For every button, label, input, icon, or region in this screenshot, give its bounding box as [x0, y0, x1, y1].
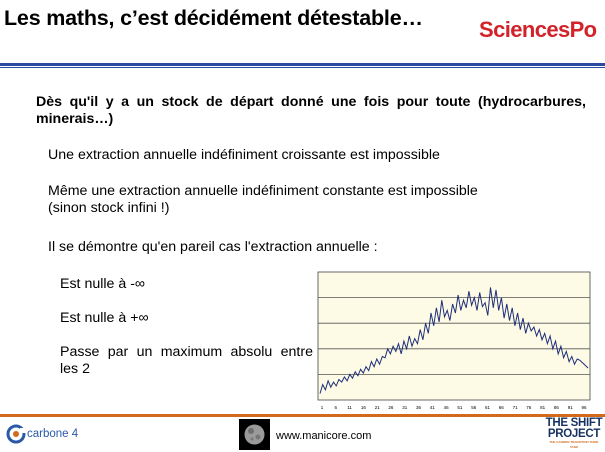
bullet-demonstration: Il se démontre qu'en pareil cas l'extraction annuelle : — [48, 239, 378, 255]
chart-x-tick-label: 41 — [429, 405, 435, 410]
chart-x-tick-label: 71 — [512, 405, 518, 410]
chart-plot-area — [318, 272, 590, 400]
shift-logo-line1: THE SHIFT — [545, 417, 603, 429]
chart-x-tick-label: 66 — [498, 405, 504, 410]
chart-x-tick-label: 51 — [457, 405, 463, 410]
top-rule — [0, 63, 605, 66]
chart-x-tick-label: 26 — [388, 405, 394, 410]
bullet-constant-extraction: Même une extraction annuelle indéfiniment constante est impossible (sinon stock infini !) — [48, 183, 478, 216]
bottom-rule — [0, 414, 605, 417]
chart-x-tick-label: 91 — [567, 405, 573, 410]
chart-x-tick-label: 81 — [540, 405, 546, 410]
sub-bullet-plus-infinity: Est nulle à +∞ — [60, 310, 149, 326]
moon-logo-icon — [239, 419, 270, 450]
chart-x-tick-label: 56 — [471, 405, 477, 410]
sub-bullet-maximum: Passe par un maximum absolu entre les 2 — [60, 344, 313, 377]
chart-x-tick-label: 16 — [360, 405, 366, 410]
shift-logo-tagline: THE CARBON TRANSITION THINK TANK — [549, 440, 599, 449]
sub-bullet-minus-infinity: Est nulle à -∞ — [60, 276, 146, 292]
chart-x-tick-label: 61 — [484, 405, 491, 410]
chart-x-tick-label: 21 — [374, 405, 380, 410]
chart-x-tick-label: 36 — [415, 405, 422, 410]
slide-title: Les maths, c’est décidément détestable… — [4, 6, 423, 30]
chart-x-tick-label: 11 — [347, 405, 352, 410]
chart-x-tick-label: 76 — [526, 405, 532, 410]
shift-project-logo — [545, 418, 603, 450]
chart-x-tick-label: 96 — [581, 405, 587, 410]
extraction-chart — [314, 270, 592, 414]
sciencespo-logo: SciencesPo — [479, 17, 597, 42]
chart-x-tick-label: 1 — [320, 405, 324, 410]
top-rule-thin — [0, 67, 605, 68]
lead-text: Dès qu'il y a un stock de départ donné une fois pour toute (hydrocarbures, minerais…) — [36, 94, 586, 127]
carbone4-logo-icon — [6, 422, 26, 444]
website-link[interactable]: www.manicore.com — [276, 430, 372, 442]
chart-x-tick-label: 86 — [553, 405, 559, 410]
chart-x-tick-label: 6 — [334, 405, 338, 410]
chart-x-tick-label: 31 — [402, 405, 408, 410]
shift-logo-line2: PROJECT — [547, 428, 601, 440]
carbone4-label: carbone 4 — [27, 428, 79, 440]
bullet-growing-extraction: Une extraction annuelle indéfiniment croissante est impossible — [48, 147, 440, 163]
chart-x-tick-label: 46 — [443, 405, 449, 410]
